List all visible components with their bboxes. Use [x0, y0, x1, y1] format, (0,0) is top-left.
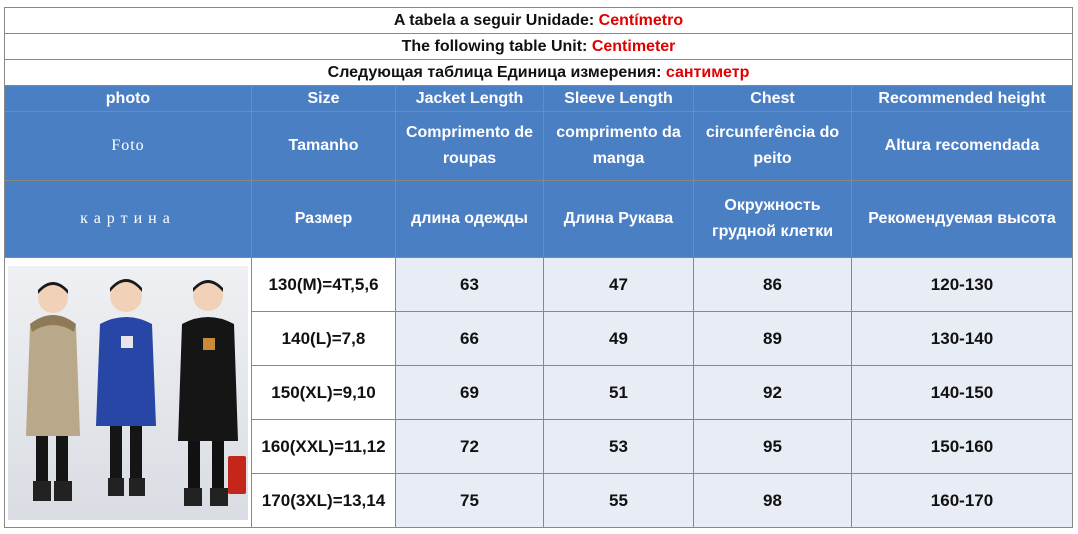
- height-value: 160-170: [852, 474, 1073, 528]
- size-value: 170(3XL)=13,14: [252, 474, 396, 528]
- height-value: 140-150: [852, 366, 1073, 420]
- jacket-length-value: 63: [396, 258, 544, 312]
- header-photo: photo: [5, 86, 252, 112]
- size-value: 160(XXL)=11,12: [252, 420, 396, 474]
- header-recommended-height-ru: Рекомендуемая высота: [852, 181, 1073, 258]
- header-jacket-length-ru: длина одежды: [396, 181, 544, 258]
- header-sleeve-length-ru: Длина Рукава: [544, 181, 694, 258]
- title-text: A tabela a seguir Unidade:: [393, 11, 599, 29]
- title-row-english: [5, 34, 1073, 60]
- header-recommended-height-pt: Altura recomendada: [852, 112, 1073, 181]
- size-value: 140(L)=7,8: [252, 312, 396, 366]
- header-row-russian: [5, 181, 1073, 258]
- header-chest-pt: circunferência do peito: [694, 112, 852, 181]
- title-row-portuguese: [5, 8, 1073, 34]
- title-text: Следующая таблица Единица измерения:: [327, 63, 666, 81]
- header-row-portuguese: [5, 112, 1073, 181]
- product-photo-cell: [5, 258, 252, 528]
- header-chest-ru: Окружность грудной клетки: [694, 181, 852, 258]
- unit-text: сантиметр: [665, 63, 750, 81]
- kid-beige-jacket-icon: [26, 282, 80, 501]
- size-value: 150(XL)=9,10: [252, 366, 396, 420]
- sleeve-length-value: 49: [544, 312, 694, 366]
- header-size-pt: Tamanho: [252, 112, 396, 181]
- size-chart-table: [4, 7, 1073, 528]
- jacket-length-value: 75: [396, 474, 544, 528]
- header-recommended-height: Recommended height: [852, 86, 1073, 112]
- header-sleeve-length: Sleeve Length: [544, 86, 694, 112]
- title-text: The following table Unit:: [401, 37, 592, 55]
- kids-jackets-illustration: [8, 266, 248, 520]
- size-value: 130(M)=4T,5,6: [252, 258, 396, 312]
- promo-stamp: [228, 456, 246, 494]
- table-row: [5, 258, 1073, 312]
- chest-value: 92: [694, 366, 852, 420]
- header-size: Size: [252, 86, 396, 112]
- height-value: 120-130: [852, 258, 1073, 312]
- height-value: 130-140: [852, 312, 1073, 366]
- header-size-ru: Размер: [252, 181, 396, 258]
- unit-text: Centimeter: [591, 37, 676, 55]
- header-chest: Chest: [694, 86, 852, 112]
- sleeve-length-value: 53: [544, 420, 694, 474]
- product-photo: [8, 266, 248, 520]
- sleeve-length-value: 47: [544, 258, 694, 312]
- chest-value: 98: [694, 474, 852, 528]
- jacket-length-value: 66: [396, 312, 544, 366]
- title-row-russian: [5, 60, 1073, 86]
- sleeve-length-value: 51: [544, 366, 694, 420]
- jacket-length-value: 69: [396, 366, 544, 420]
- height-value: 150-160: [852, 420, 1073, 474]
- header-jacket-length: Jacket Length: [396, 86, 544, 112]
- jacket-length-value: 72: [396, 420, 544, 474]
- header-row-english: [5, 86, 1073, 112]
- chest-value: 95: [694, 420, 852, 474]
- unit-text: Centímetro: [598, 11, 684, 29]
- sleeve-length-value: 55: [544, 474, 694, 528]
- header-sleeve-length-pt: comprimento da manga: [544, 112, 694, 181]
- chest-value: 89: [694, 312, 852, 366]
- header-photo-pt: Foto: [5, 112, 252, 181]
- header-jacket-length-pt: Comprimento de roupas: [396, 112, 544, 181]
- chest-value: 86: [694, 258, 852, 312]
- header-photo-ru: картина: [5, 181, 252, 258]
- kid-blue-jacket-icon: [96, 279, 156, 496]
